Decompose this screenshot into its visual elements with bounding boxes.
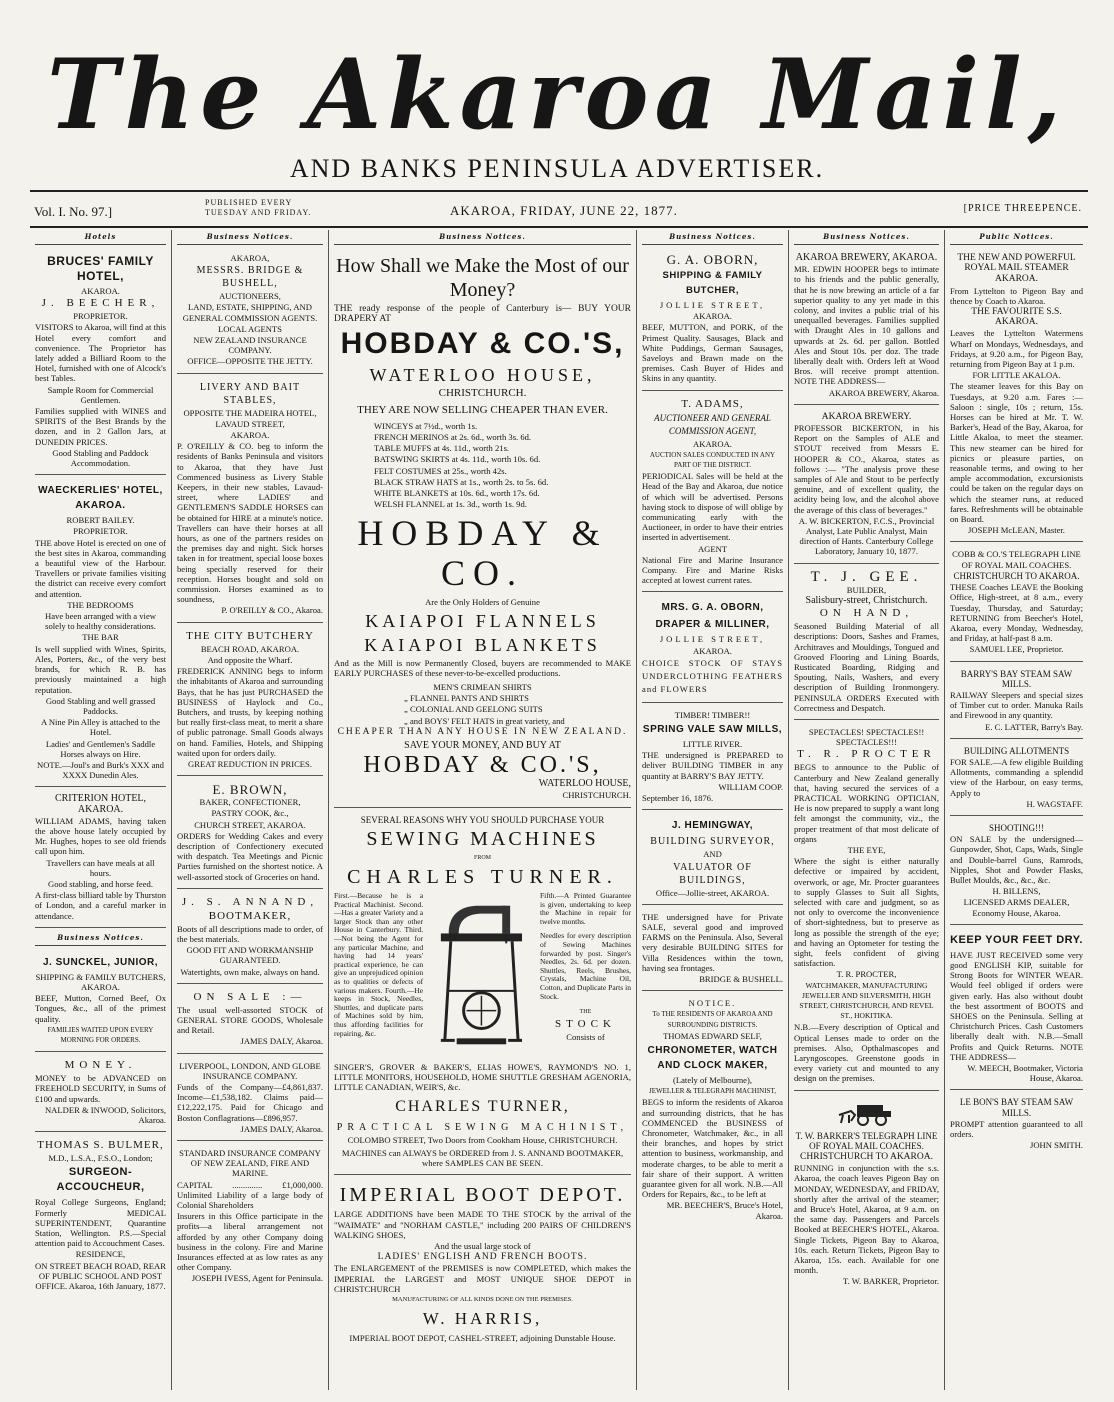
ad-body: Good Stabling and Paddock Accommodation. [52,447,149,469]
ad-annand-bootmaker [177,892,323,984]
ad-body: THE undersigned is PREPARED to deliver BUILDING TIMBER in any quantity at BARRY'S BAY JETTY. [642,750,783,781]
ad-keep-feet-dry [950,928,1083,1091]
newspaper-title: The Akaroa Mail, [47,38,1067,151]
column-public-notices [945,230,1088,1390]
ad-subtitle: VALUATOR OF BUILDINGS, [673,861,752,886]
ad-subhead: THE BEDROOMS [67,599,134,610]
place-date: AKAROA, FRIDAY, JUNE 22, 1877. [450,203,678,218]
ad-body: Office—Jollie-street, AKAROA. [655,887,770,898]
ad-owner: ROBERT BAILEY. [66,515,135,526]
ad-body: THESE Coaches LEAVE the Booking Office, High-street, at 8 a.m., every Tuesday, Thursday, and Saturday; RETURNING from Beecher's Hotel, Akaroa, every Monday, Wednesday, and Friday, at half-past 8 a.m. [950,582,1083,644]
ad-imperial-boot-depot [334,1178,631,1349]
column-heading: Public Notices. [950,230,1083,245]
ad-body: NOTE.—Joul's and Burk's XXX and XXXX Dunedin Ales. [37,759,164,781]
column-business-notices-1 [172,230,329,1390]
ad-subhead: THE BAR [82,632,119,643]
ad-signature: W. MEECH, Bootmaker, Victoria House, Akaroa. [967,1063,1083,1084]
ad-body: THE ready response of the people of Canterbury is— BUY YOUR DRAPERY AT [334,304,631,325]
ad-body: FAMILIES WAITED UPON EVERY MORNING FOR ORDERS. [47,1025,154,1044]
ad-akaroa-brewery [794,249,939,405]
ad-title: LIVERY AND BAIT STABLES, [199,381,301,406]
shirt-item: „ COLONIAL AND GEELONG SUITS [404,704,543,715]
ad-subhead: SPECTACLES! SPECTACLES!! SPECTACLES!!! [808,726,925,748]
ad-body: LAND, ESTATE, SHIPPING, AND GENERAL COMMISSION AGENTS. [182,302,318,323]
ad-body: And opposite the Wharf. [207,654,293,665]
price-item: FELT COSTUMES at 25s., worth 42s. [374,465,507,476]
ad-subhead: NOTICE. [688,998,737,1009]
ad-body: ORDERS for Wedding Cakes and every description of Confectionery executed with despatch. Tea Meetings and Picnic Parties furnished on the shortest notice. A well-assorted stock of Groceries on hand. [177,830,323,882]
ad-bickerton-report [794,408,939,564]
ad-place: AKAROA. [230,430,270,441]
ad-bridge-bushell [177,249,323,374]
ad-body: PROMPT attention guaranteed to all orders. [950,1118,1083,1140]
ad-subtitle: CHURCH STREET, AKAROA. [194,819,306,830]
ad-charles-turner [334,811,631,1176]
ad-subtitle: AUCTIONEER AND GENERAL COMMISSION AGENT, [654,412,771,436]
ad-subtitle: SURGEON-ACCOUCHEUR, [56,1166,145,1194]
ad-body: Travellers can have meals at all hours. [46,857,155,878]
ad-body: WILLIAM ADAMS, having taken the above house lately occupied by Mr. Hughes, hopes to see old friends call upon him. [35,815,166,857]
ad-signature: JOSEPH McLEAN, Master. [968,525,1065,536]
ad-procter-optician [794,723,939,1091]
ad-bruces-hotel [35,249,166,475]
ad-body: P. O'REILLY & CO. beg to inform the residents of Banks Peninsula and visitors to Akaroa, that they have Just Commenced business as Livery Stable Keepers, in their new stables, Lavaud-street, where LADIES' and GENTLEMEN'S SADDLE HORSES can be obtained for HIRE at a minute's notice. Travellers can have their horses at all hours, as one of the partners resides on the premises day and night. Sick horses taken in for treatment, special loose boxes being specially reserved for their reception. Horses bought and sold on commission. Horses examined as to soundness, [177,441,323,605]
ad-subtitle: DRAPER & MILLINER, [655,619,770,631]
ad-body: THE undersigned have for Private SALE, several good and improved FARMS on the Peninsula. Also, Several very desirable BUILDING SITES for Villa Residences within the town, having sea frontages. [642,911,783,973]
ad-body: Is well supplied with Wines, Spirits, Ales, Porters, &c., of the very best brands, for which R. B. has previously maintained a high reputation. [35,643,166,695]
ad-title: HOBDAY & CO.'S, [340,327,625,361]
ad-title: MESSRS. BRIDGE & BUSHELL, [196,265,304,290]
ad-subhead: CHRISTCHURCH TO AKAROA. [800,1152,933,1163]
ad-body: BEGS to announce to the Public of Canterbury and New Zealand generally that, having secured the services of a PRACTICAL WORKING OPTICIAN, He is now prepared to supply a want long felt amongst the community, viz., the proper treatment of that most delicate of organs [794,762,939,844]
shirt-item: „ and BOYS' FELT HATS in great variety, and [404,715,565,726]
ad-body: Good stabling, and horse feed. [47,878,153,889]
ad-signature: JOHN SMITH. [1030,1140,1083,1151]
ad-cobb-coaches [950,545,1083,661]
ad-title: E. BROWN, [212,782,288,798]
ad-bulmer [35,1135,166,1297]
ad-body: Families supplied with WINES and SPIRITS of the Best Brands by the dozen, and in 2 Gallon Jars, at DUNEDIN PRICES. [35,406,166,447]
ad-signature: JOSEPH IVESS, Agent for Peninsula. [191,1273,323,1284]
ad-body: THE above Hotel is erected on one of the best sites in Akaroa, commanding a beautiful view of the Harbour. Travellers or private families visiting the district can receive every comfort and attention. [35,537,166,599]
ad-building-allotments [950,742,1083,816]
ad-subtitle: AKAROA. [994,274,1038,285]
ad-body: To THE RESIDENTS OF AKAROA AND SURROUNDING DISTRICTS. [652,1010,773,1029]
ad-subhead: AGENT [697,543,728,554]
ad-body: National Fire and Marine Insurance Company. Fire and Marine Risks accepted at lowest current rates. [642,554,783,586]
price-item: BATSWING SKIRTS at 4s. 11d., worth 10s. 6d. [374,454,541,465]
ad-subhead: FOR LITTLE AKALOA. [972,370,1061,381]
column-heading: Business Notices. [334,230,631,245]
ad-body: RAILWAY Sleepers and special sizes of Timber cut to order. Manuka Rails and Firewood in any quantity. [950,689,1083,721]
ad-address: LICENSED ARMS DEALER, Economy House, Akaroa. [963,897,1070,918]
ad-role: PROPRIETOR. [73,311,128,322]
ad-body: Fifth.—A Printed Guarantee is given, undertaking to keep the Machine in repair for twelve months. [539,891,632,926]
ad-subhead: THE EYE, [847,844,886,855]
ad-hobday [334,249,631,808]
ad-standard-insurance [177,1144,323,1290]
ad-body: GREAT REDUCTION IN PRICES. [188,758,312,769]
ad-body: CHEAPER THAN ANY HOUSE IN NEW ZEALAND. [337,726,628,737]
ad-title: LIVERPOOL, LONDON, AND GLOBE INSURANCE COMPANY. [179,1060,321,1081]
ad-title: MRS. G. A. OBORN, [661,602,764,614]
coach-icon [837,1101,897,1127]
ad-subtitle: M.D., L.S.A., F.S.O., London; [48,1153,153,1164]
ad-body: The usual well-assorted STOCK of GENERAL STORE GOODS, Wholesale and Retail. [177,1004,323,1036]
price-item: TABLE MUFFS at 4s. 11d., worth 21s. [374,443,510,454]
ad-place: AKAROA. [693,438,732,449]
ad-place: AKAROA, [230,253,270,263]
ad-body: MANUFACTURING OF ALL KINDS DONE ON THE PREMISES. [392,1295,573,1303]
ad-title: BARRY'S BAY STEAM SAW MILLS. [960,668,1073,689]
ad-body: Sample Room for Commercial Gentlemen. [47,384,154,405]
ad-body: PERIODICAL Sales will be held at the Head of the Bay and Akaroa, due notice of which will be advertised. Persons having stock to dispose of will oblige by communicating early with the Auctioneer, in order to have their entries inserted in advertisement. [642,471,783,543]
ad-signature: SAMUEL LEE, Proprietor. [969,644,1064,655]
masthead [0,40,1114,184]
ad-signature: E. C. LATTER, Barry's Bay. [985,721,1083,732]
ad-title: ON SALE :— [193,990,307,1003]
ad-money [35,1055,166,1132]
ad-subtitle: BUILDING SURVEYOR, [650,836,775,848]
ad-body: Are the Only Holders of Genuine [425,597,540,608]
ad-signature: NALDER & INWOOD, Solicitors, Akaroa. [44,1104,166,1125]
dateline [30,196,1088,226]
ad-place: AKAROA. [693,645,732,656]
ad-criterion-hotel [35,790,166,927]
ad-self-watchmaker [642,994,783,1227]
ad-title: HOBDAY & CO.'S, [363,752,602,779]
ad-waeckerlies-hotel [35,478,166,787]
column-hotels [30,230,172,1390]
ad-spring-vale-mills [642,706,783,810]
ad-role: PROPRIETOR. [73,526,128,537]
ad-body: SEVERAL REASONS WHY YOU SHOULD PURCHASE YOUR [360,814,605,825]
ad-body: N.B.—Every description of Optical and Optical Lenses made to order on the premises. Also, Opthalmascopes and Laryngoscopes. Greenstone goods in every variety cut and mounted to any design on the premises. [794,1022,939,1084]
ad-on-sale [177,987,323,1054]
ad-place: CHRISTCHURCH. [562,790,631,801]
ad-subhead: TIMBER! TIMBER!! [674,709,751,720]
ad-body: The steamer leaves for this Bay on Tuesdays, at 9.20 a.m. Fares :—Saloon : single, 10s ; return, 15s. Horses can be hired at Mr. T. W. Barker's, Head of the Bay, Akaroa, for Little Akaloa, to meet the steamer. This new steamer can be hired for picnics or pleasure parties, on reasonable terms, and owing to her ample accommodation, excursionists could be taken on the regular days on which the steamer runs, at reduced fares. Refreshments will be obtainable on Board. [950,381,1083,525]
ad-body: Where the sight is either naturally defective or impaired by accident, overwork, or age, Mr. Procter guarantees to supply Glasses to Suit all Sights, selected with care and judgment, so as not only to overcome the inconvenience of short-sightedness, but to preserve as long as possible the strength of the eye; and having an Optometer for testing the sight, feels confident of giving satisfaction. [794,856,939,969]
ad-hemingway [642,813,783,904]
ad-body: A first-class billiard table by Thurston of London, and a careful marker in attendance. [35,890,166,921]
ad-title: T. ADAMS, [681,397,744,410]
ad-body: JOLLIE STREET, [659,300,766,310]
ad-sunckel [35,950,166,1052]
column-heading: Business Notices. [794,230,939,245]
ad-place: CHRISTCHURCH. [438,387,527,400]
ad-title: STANDARD INSURANCE COMPANY OF NEW ZEALAND, FIRE AND MARINE. [179,1148,321,1179]
ad-body: Needles for every description of Sewing Machines forwarded by post. Singer's Needles, 2s. 6d. per dozen. Shuttles, Reels, Brushes, Crystals, Machine Oil, Cotton, and Duplicate Parts in Stock. [539,931,632,1001]
ad-gee-builder [794,567,939,720]
ad-body: And the usual large stock of [434,1240,531,1251]
ad-title: THE NEW AND POWERFUL ROYAL MAIL STEAMER [957,253,1076,274]
column-center-ads [329,230,637,1390]
volume-number: Vol. I. No. 97.] [34,204,113,219]
ad-body: OFFICE—OPPOSITE THE JETTY. [187,356,313,367]
ad-body: HAVE JUST RECEIVED some very good ENGLISH KIP, suitable for Strong Boots for WINTER WEAR. Would feel obliged if orders were given early. Has also without doubt the best assortment of BOOTS and SHOES on the Peninsula. Selling at Christchurch Prices. Cash Customers liberally dealt with. N.B.—Small Profits and Quick Returns. NOTE THE ADDRESS— [950,949,1083,1062]
ad-subtitle: WATERLOO HOUSE, [369,365,596,386]
ad-title: COBB & CO.'S TELEGRAPH LINE OF ROYAL MAIL COACHES. [952,549,1081,570]
price-list [334,421,631,510]
ad-title: AKAROA BREWERY. [821,411,912,422]
ad-body: BEEF, MUTTON, and PORK, of the Primest Quality. Sausages, Black and White Puddings, German Sausages, Saveloys and Brawn made on the premises. Cash Buyer of Hides and Skins in any quantity. [642,322,783,384]
ad-mrs-oborn [642,595,783,702]
ad-headline: How Shall we Make the Most of our Money? [336,255,629,301]
ad-title: HOBDAY & CO. [357,513,608,594]
ad-title: THOMAS S. BULMER, [37,1139,164,1152]
ad-body: Consists of [566,1032,605,1043]
ad-subtitle: SHIPPING & FAMILY BUTCHER, [662,270,763,296]
ad-title: SPRING VALE SAW MILLS, [642,724,783,736]
ad-signature: JAMES DALY, Akaroa. [240,1123,323,1134]
ad-title: AKAROA BREWERY, AKAROA. [795,252,938,263]
ad-signature: T. R. PROCTER, [836,969,897,980]
ad-liverpool-insurance [177,1057,323,1141]
ad-title: SHOOTING!!! [989,822,1044,833]
ad-body: The ENLARGEMENT of the PREMISES is now COMPLETED, which makes the IMPERIAL the LARGEST and MOST UNIQUE SHOE DEPOT in CHRISTCHURCH [334,1263,631,1294]
ad-signature: T. W. BARKER, Proprietor. [842,1276,939,1287]
ad-body: FREDERICK ANNING begs to inform the inhabitants of Akaroa and surrounding Bays, that he has just PURCHASED the BUSINESS of Haylock and Co., Butchers, and trusts, by keeping nothing but really first-class meat, to merit a share of public patronage. Small Goods always on hand. Families, Hotels, and Shipping waited upon for orders daily. [177,666,323,758]
ad-body: Have been arranged with a view solely to healthy considerations. [45,611,156,632]
ad-private-sale [642,908,783,991]
ad-body: THE [579,1009,592,1016]
ad-body: Seasoned Building Material of all descriptions: Doors, Sashes and Frames, Architraves and Mouldings, Tongued and Grooved Flooring and Lining Boards, Rusticated Boarding, Ridging and Spouting, Nails, Washers, and every description of Building Ironmongery. PENINSULA ORDERS Executed with Correctness and Despatch. [794,621,939,713]
ad-le-bons-bay-mills [950,1093,1083,1156]
ad-body: And as the Mill is now Permanently Closed, buyers are recommended to MAKE EARLY PURCHASES of these never-to-be-excelled productions. [334,657,631,678]
ad-role: BUILDER, [846,584,887,595]
columns [30,230,1088,1390]
top-rule [30,190,1088,192]
ad-body: (Lately of Melbourne), [673,1074,752,1085]
ad-city-butchery [177,626,323,776]
ad-subtitle: PRACTICAL SEWING MACHINIST, [336,1121,629,1133]
ad-body: Ladies' and Gentlemen's Saddle Horses always on Hire. [45,738,156,759]
ad-body: CHOICE STOCK OF STAYS UNDERCLOTHING FEATHERS and FLOWERS [642,657,783,694]
ad-title: J. SUNCKEL, JUNIOR, [42,956,159,968]
ad-signature: BRIDGE & BUSHELL. [699,973,783,984]
price-item: WINCEYS at 7½d., worth 1s. [374,420,478,431]
ad-subhead: RESIDENCE, [75,1249,126,1260]
ad-place: LITTLE RIVER. [682,739,743,750]
shirt-item: „ FLANNEL PANTS AND SHIRTS [404,693,529,704]
ad-body: A Nine Pin Alley is attached to the Hotel. [40,717,161,738]
newspaper-subtitle: AND BANKS PENINSULA ADVERTISER. [289,154,825,183]
column-business-notices-2 [637,230,789,1390]
ad-address: WATCHMAKER, MANUFACTURING JEWELLER AND SILVERSMITH, HIGH STREET, CHRISTCHURCH, AND REVEL ST., HOKITIKA. [799,980,934,1021]
ad-body: SAVE YOUR MONEY, AND BUY AT [404,740,561,752]
ad-body: AUCTION SALES CONDUCTED IN ANY PART OF THE DISTRICT. [649,450,776,470]
ad-subhead: ON HAND, [819,607,914,620]
ad-body: ON STREET BEACH ROAD, REAR OF PUBLIC SCHOOL AND POST OFFICE. Akaroa, 16th January, 1877. [35,1260,166,1292]
ad-title: LE BON'S BAY STEAM SAW MILLS. [959,1097,1074,1118]
sewing-body [334,891,631,1061]
ad-subtitle: SHIPPING & FAMILY BUTCHERS, AKAROA. [35,971,166,992]
ad-signature: P. O'REILLY & CO., Akaroa. [221,605,323,616]
ad-royal-mail-steamer [950,249,1083,542]
ad-body: From Lyttelton to Pigeon Bay and thence by Coach to Akaroa. [950,285,1083,306]
publication-schedule: PUBLISHED EVERY TUESDAY AND FRIDAY. [205,198,312,217]
ad-body: First.—Because he is a Practical Machinist. Second.—Has a greater Variety and a larger Stock than any other House in Canterbury. Third.—Not being the Agent for any particular Machine, and having had 14 years' practical experience, he can give an unprejudiced opinion as to qualities or defects of various makers. Fourth.—He keeps in Stock, Needles, Shuttles, and duplicate parts of Machines sold by him, thus affording facilities for repairing, &c. [334,891,424,1038]
ad-signature: H. BILLENS, [992,886,1041,897]
ad-signature: AKAROA BREWERY, Akaroa. [828,387,939,398]
price-item: WELSH FLANNEL at 1s. 3d., worth 1s. 9d. [374,499,527,510]
ad-title: T. W. BARKER'S TELEGRAPH LINE OF ROYAL MAIL COACHES. [795,1130,938,1151]
price-item: WHITE BLANKETS at 10s. 6d., worth 17s. 6d. [374,488,540,499]
ad-subtitle: PASTRY COOK, &c., [211,808,289,819]
ad-livery-stables [177,377,323,623]
ad-body: Boots of all descriptions made to order, of the best materials. [177,923,323,944]
ad-body: CAPITAL .............. £1,000,000. Unlimited Liability of a large body of Colonial Shareholders [177,1179,323,1211]
ad-body: OPPOSITE THE MADEIRA HOTEL, [183,407,317,418]
column-heading: Business Notices. [35,931,166,946]
ad-body: Insurers in this Office participate in the profits—a liberal arrangement not afforded by any other Company doing business in the colony. Fire and Marine Insurances effected at as low rates as any other Company. [177,1211,323,1273]
ad-title: T. J. GEE. [810,568,923,585]
ad-body: FROM [473,854,491,861]
ad-body: Watertights, own make, always on hand. [180,966,320,977]
ad-body: MR. EDWIN HOOPER begs to intimate to his friends and the public generally, that he is now brewing an article of a far superior quality to any yet made in this colony, and invites a public trial of his unequalled beverages. Families supplied with Draught Ales in 10 gallons and upwards at 2s. 6d. per gallon. Bottled Ales and Stout 10s. per doz. The trade liberally dealt with. Orders left at Wood Bros. will receive prompt attention. NOTE THE ADDRESS— [794,264,939,387]
ad-signature: W. HARRIS, [422,1309,543,1329]
dateline-rule [30,226,1088,228]
ad-body: FOR SALE.—A few eligible Building Allotments, commanding a splendid view of the Harbour, on easy terms, Apply to [950,756,1083,798]
ad-title: BUILDING ALLOTMENTS [963,745,1070,756]
ad-body: MACHINES can ALWAYS be ORDERED from J. S. ANNAND BOOTMAKER, where SAMPLES CAN BE SEEN. [341,1147,624,1169]
column-heading: Business Notices. [642,230,783,245]
ad-subhead: LOCAL AGENTS [218,323,282,334]
ad-signature: H. WAGSTAFF. [1026,798,1083,809]
ad-body: Royal College Surgeons, England; Formerly MEDICAL SUPERINTENDENT, Quarantine Station, Wellington. P.S.—Special attention paid to Accouchment Cases. [35,1197,166,1249]
ad-date: September 16, 1876. [642,793,714,804]
ad-product: KAIAPOI FLANNELS [365,610,600,631]
ad-title: THOMAS EDWARD SELF, [663,1030,762,1041]
ad-title: MONEY. [64,1059,137,1072]
ad-body: AND [703,849,722,860]
ad-subtitle: BOOTMAKER, [208,909,292,922]
ad-signature: WILLIAM COOP. [718,781,783,792]
sewing-right [540,891,631,1061]
ad-body: GOOD FIT AND WORKMANSHIP GUARANTEED. [186,945,314,966]
ad-title: CHARLES TURNER. [347,866,618,889]
ad-subtitle: BAKER, CONFECTIONER, [199,797,301,808]
ad-body: COLOMBO STREET, Two Doors from Cookham House, CHRISTCHURCH. [347,1134,618,1145]
ad-body: PROFESSOR BICKERTON, in his Report on the Samples of ALE and STOUT received from Messrs E. HOOPER & CO., Akaroa, states as follows :— "The analysis prove these samples of Ale and Stout to be perfectly genuine, and of excellent quality, the acidity being low, and the alcohol above the average of this class of beverages." [794,423,939,515]
ad-body: BEEF, Mutton, Corned Beef, Ox Tongues, &c., all of the primest quality. [35,993,166,1024]
ad-place: AKAROA. [81,286,120,296]
ad-signature: A. W. BICKERTON, F.C.S., Provincial Analyst, Late Public Analyst, Main direction of Hants. Canterbury College Laboratory, January 10, 1877. [798,515,935,557]
ad-body: BEACH ROAD, AKAROA. [200,643,300,654]
price-item: FRENCH MERINOS at 2s. 6d., worth 3s. 6d. [374,432,532,443]
ad-subtitle: CHRONOMETER, WATCH AND CLOCK MAKER, [647,1044,778,1071]
ad-body: LARGE ADDITIONS have been MADE TO THE STOCK by the arrival of the "WAIMATE" and "NORHAM CASTLE," including 200 PAIRS OF CHILDREN'S WALKING SHOES, [334,1209,631,1240]
ad-subhead: THEY ARE NOW SELLING CHEAPER THAN EVER. [357,403,608,416]
ad-title: KEEP YOUR FEET DRY. [950,933,1083,946]
sewing-machine-icon [427,891,536,1061]
ad-subhead: CHRISTCHURCH TO AKAROA. [953,570,1080,581]
ad-body: JOLLIE STREET, [659,634,766,645]
ad-body: NEW ZEALAND INSURANCE COMPANY. [193,335,307,356]
ad-title: CHARLES TURNER, [395,1097,570,1115]
ad-address: Salisbury-street, Christchurch. [805,594,928,606]
ad-title: THE CITY BUTCHERY [186,629,314,642]
column-heading: Hotels [35,230,166,245]
column-business-notices-3 [789,230,945,1390]
ad-body: Leaves the Lyttelton Watermens Wharf on Mondays, Wednesdays, and Fridays, at 9.20 a.m., for Pigeon Bay, returning from Pigeon Bay at 1 p.m. [950,328,1083,370]
price-item: BLACK STRAW HATS at 1s., worth 2s. to 5s. 6d. [374,476,549,487]
ad-subhead: THE FAVOURITE S.S. AKAROA. [971,307,1062,328]
ad-owner: J. BEECHER, [41,297,160,310]
ad-title: G. A. OBORN, [666,252,759,267]
ad-body: ON SALE by the undersigned— Gunpowder, Shot, Caps, Wads, Single and Double-barrel Guns, Ramrods, Nipples, Shot and Powder Flasks, Bullet Moulds, &c., &c., &c. [950,834,1083,885]
ad-body: BEGS to inform the residents of Akaroa and surrounding districts, that he has COMMENCED the BUSINESS of Chronometer, Watchmaker, &c., in all their branches, and hopes by strict attention to business, workmanship, and moderate charges, to be able to merit a fair share of their support. A written guarantee given for all work. N.B.—All Orders for Repairs, &c., to be left at [642,1097,783,1200]
shirt-list [334,693,631,726]
ad-title: WAECKERLIES' HOTEL, AKAROA. [38,485,163,512]
ad-title: CRITERION HOTEL, AKAROA. [54,793,147,815]
ad-barrys-bay-mills [950,665,1083,739]
ad-title: BRUCES' FAMILY HOTEL, [47,254,154,283]
ad-body: MONEY to be ADVANCED on FREEHOLD SECURITY, in Sums of £100 and upwards. [35,1073,166,1104]
price: [PRICE THREEPENCE. [963,203,1082,214]
ad-barker-coaches [794,1094,939,1293]
ad-place: AKAROA. [693,311,732,322]
ad-brown-baker [177,779,323,889]
ad-subhead: MEN'S CRIMEAN SHIRTS [433,682,532,693]
ad-body: IMPERIAL BOOT DEPOT, CASHEL-STREET, adjoining Dunstable House. [349,1333,616,1344]
ad-adams-auctioneer [642,394,783,593]
ad-shooting [950,819,1083,925]
ad-subtitle: WATERLOO HOUSE, [538,778,631,790]
ad-subhead: STOCK [555,1018,616,1031]
ad-signature: JAMES DALY, Akaroa. [240,1036,323,1047]
ad-role: AUCTIONEERS, [219,291,281,302]
ad-headline: SEWING MACHINES [366,827,599,850]
ad-body: Good Stabling and well grassed Paddocks. [45,695,156,716]
ad-title: J. S. ANNAND, [181,895,319,908]
ad-title: T. R. PROCTER [797,748,936,761]
ad-oborn-butcher [642,249,783,391]
ad-body: SINGER'S, GROVER & BAKER'S, ELIAS HOWE'S, RAYMOND'S NO. 1, LITTLE MONITORS, HOUSEHOLD, HOME SHUTTLE GRESHAM AGENORIA, LITTLE CANADIAN, WEIR'S, &c. [334,1062,631,1093]
ad-title: IMPERIAL BOOT DEPOT. [339,1184,626,1207]
ad-product: KAIAPOI BLANKETS [364,634,601,655]
ad-body: RUNNING in conjunction with the s.s. Akaroa, the coach leaves Pigeon Bay on MONDAY, WEDNESDAY, and FRIDAY, shortly after the arrival of the steamer; and Bruce's Hotel, Akaroa, at 9 a.m. on the same day. Passengers and Parcels Booked at BEECHER'S HOTEL, Akaroa. Single Tickets, Pigeon Bay to Akaroa, 10s. each. Return Tickets, Pigeon Bay to Akaroa, 15s. each. Available for one month. [794,1163,939,1276]
ad-body: JEWELLER & TELEGRAPH MACHINIST, [649,1087,776,1096]
ad-signature: MR. BEECHER'S, Bruce's Hotel, Akaroa. [666,1200,783,1221]
ad-body: Funds of the Company—£4,861,837. Income—£1,538,182. Claims paid—£12,222,175. Paid for Chicago and Boston Conflagrations—£896,957. [177,1081,323,1123]
ad-body: LAVAUD STREET, [215,418,285,429]
column-heading: Business Notices. [177,230,323,245]
ad-subhead: LADIES' ENGLISH AND FRENCH BOOTS. [377,1252,588,1263]
ad-body: VISITORS to Akaroa, will find at this Hotel every comfort and convenience. The Proprietor has lately added a Billiard Room to the Hotel, furnished with one of Alcock's best Tables. [35,322,166,384]
ad-title: J. HEMINGWAY, [671,820,754,832]
